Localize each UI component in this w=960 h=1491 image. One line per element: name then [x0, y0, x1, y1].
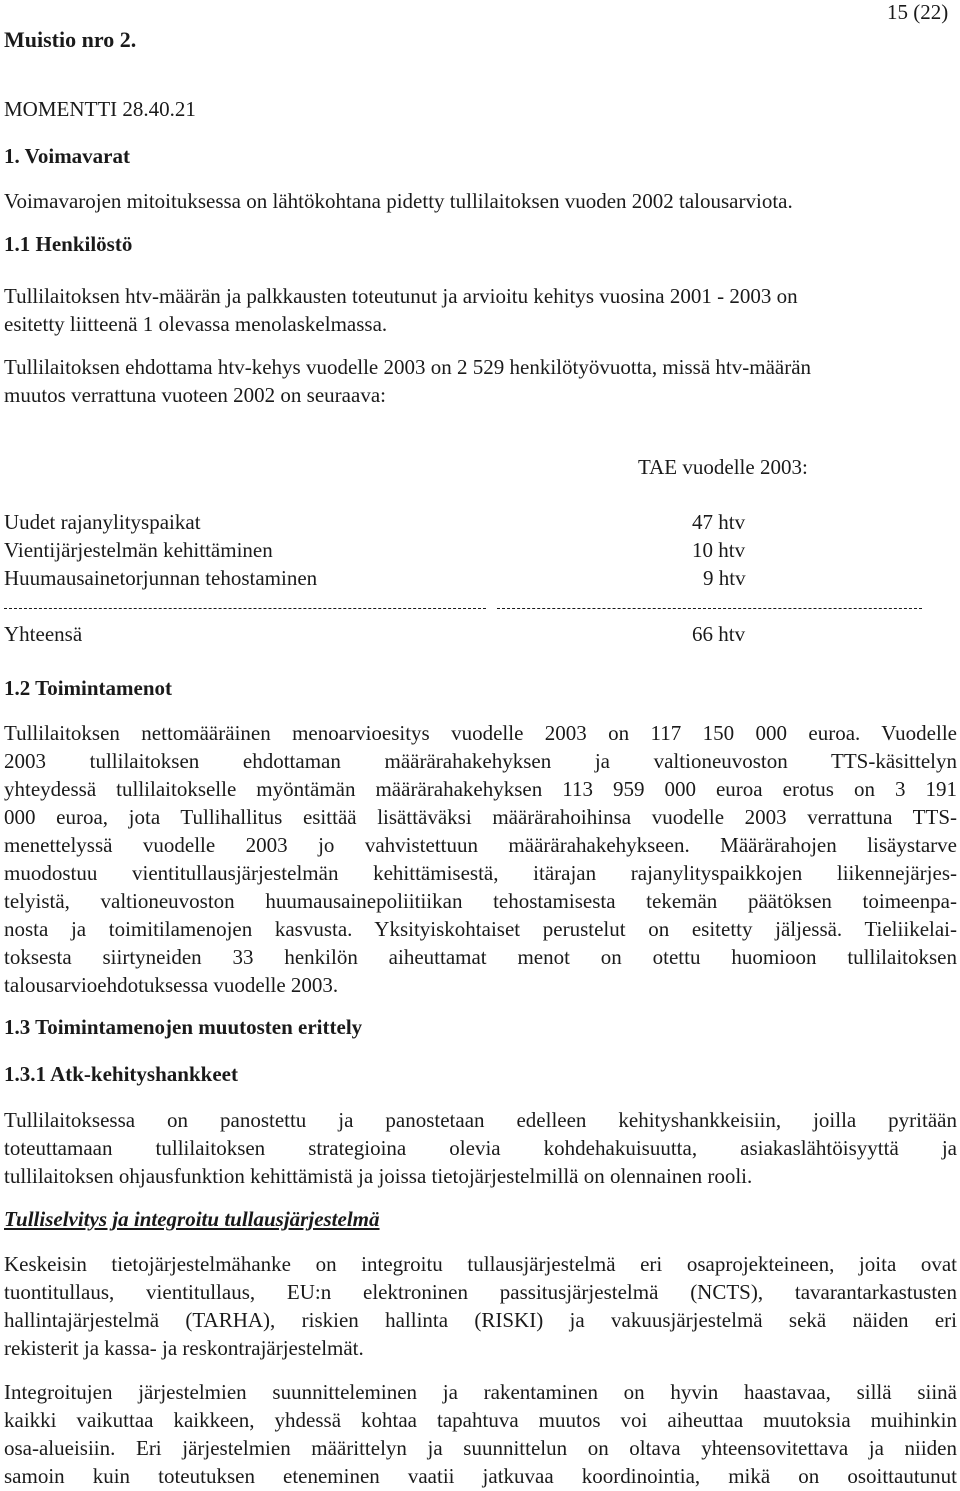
paragraph-line: rekisterit ja kassa- ja reskontrajärjestelmät. — [4, 1336, 364, 1360]
tulliselvitys-heading — [4, 1207, 380, 1232]
paragraph-line: talousarvioehdotuksessa vuodelle 2003. — [4, 973, 339, 997]
table-row-label: Vientijärjestelmän kehittäminen — [4, 538, 273, 562]
paragraph-line: osa-alueisiin. Eri järjestelmien määrittelyn ja suunnittelun on oltava yhteensovitettava ja niiden — [4, 1436, 957, 1460]
paragraph-line: menettelyssä vuodelle 2003 jo vahvistettuun määrärahakehykseen. Määrärahojen lisäystarve — [4, 833, 957, 857]
table-row-label: Uudet rajanylityspaikat — [4, 510, 201, 534]
paragraph-line: 2003 tullilaitoksen ehdottaman määrärahakehyksen ja valtioneuvoston TTS-käsittelyn — [4, 749, 957, 773]
paragraph-line: yhteydessä tullilaitokselle myöntämän määrärahakehyksen 113 959 000 euroa erotus on 3 191 — [4, 777, 957, 801]
section-1-1-paragraph-2-line-2: muutos verrattuna vuoteen 2002 on seuraava: — [4, 383, 386, 407]
section-1-1-heading: 1.1 Henkilöstö — [4, 232, 133, 256]
table-row-value: 9 htv — [703, 566, 746, 590]
paragraph-line: kaikki vaikuttaa kaikkeen, yhdessä kohtaa tapahtuva muutos voi aiheuttaa muutoksia muihinkin — [4, 1408, 957, 1432]
paragraph-line: Keskeisin tietojärjestelmähanke on integroitu tullausjärjestelmä eri osaprojekteineen, joita ovat — [4, 1252, 957, 1276]
section-1-3-heading: 1.3 Toimintamenojen muutosten erittely — [4, 1015, 363, 1039]
section-1-2-paragraph — [4, 719, 957, 999]
paragraph-line: hallintajärjestelmä (TARHA), riskien hallinta (RISKI) ja vakuusjärjestelmä sekä näiden eri — [4, 1308, 957, 1332]
paragraph-line: telyistä, valtioneuvoston huumausainepoliitiikan tehostamisesta tekemän päätöksen toimeenpa- — [4, 889, 957, 913]
table-row-value: 10 htv — [692, 538, 746, 562]
section-1-3-1-heading: 1.3.1 Atk-kehityshankkeet — [4, 1062, 238, 1086]
table-row-label: Huumausainetorjunnan tehostaminen — [4, 566, 318, 590]
paragraph-line: 000 euroa, jota Tullihallitus esittää lisättäväksi määrärahoihinsa vuodelle 2003 verrattuna TTS- — [4, 805, 957, 829]
table-divider-left — [4, 608, 486, 609]
paragraph-line: Tullilaitoksessa on panostettu ja panostetaan edelleen kehityshankkeisiin, joilla pyritään — [4, 1108, 957, 1132]
section-1-1-paragraph-2-line-1: Tullilaitoksen ehdottama htv-kehys vuodelle 2003 on 2 529 henkilötyövuotta, missä htv-määrän — [4, 355, 812, 379]
section-1-1-paragraph-1-line-2: esitetty liitteenä 1 olevassa menolaskelmassa. — [4, 312, 388, 336]
tulliselvitys-heading-text: Tulliselvitys ja integroitu tullausjärjestelmä — [4, 1207, 380, 1231]
page-number: 15 (22) — [887, 0, 949, 24]
paragraph-line: tullilaitoksen ohjausfunktion kehittämistä ja joissa tietojärjestelmillä on olennainen rooli. — [4, 1164, 753, 1188]
paragraph-line: tuontitullaus, vientitullaus, EU:n elektroninen passitusjärjestelmä (NCTS), tavarantarkastusten — [4, 1280, 957, 1304]
paragraph-line: Tullilaitoksen nettomääräinen menoarvioesitys vuodelle 2003 on 117 150 000 euroa. Vuodelle — [4, 721, 957, 745]
tulliselvitys-paragraph-1 — [4, 1250, 957, 1362]
momentti-heading: MOMENTTI 28.40.21 — [4, 97, 196, 121]
section-1-3-1-paragraph — [4, 1106, 957, 1190]
table-total-label: Yhteensä — [4, 622, 83, 646]
paragraph-line: muodostuu vientitullausjärjestelmän kehittämisestä, itärajan rajanylityspaikkojen liikennejärjes- — [4, 861, 957, 885]
paragraph-line: nosta ja toimitilamenojen kasvusta. Yksityiskohtaiset perustelut on esitetty jäljessä. Tieliikelai- — [4, 917, 957, 941]
tulliselvitys-paragraph-2 — [4, 1378, 957, 1490]
section-1-heading: 1. Voimavarat — [4, 144, 130, 168]
table-divider-right — [497, 608, 922, 609]
section-1-text: Voimavarojen mitoituksessa on lähtökohtana pidetty tullilaitoksen vuoden 2002 talousarviota. — [4, 189, 793, 213]
table-column-header: TAE vuodelle 2003: — [638, 455, 808, 479]
paragraph-line: toksesta siirtyneiden 33 henkilön aiheuttamat menot on otettu huomioon tullilaitoksen — [4, 945, 957, 969]
section-1-1-paragraph-1-line-1: Tullilaitoksen htv-määrän ja palkkausten toteutunut ja arvioitu kehitys vuosina 2001 - 2003 on — [4, 284, 798, 308]
table-row-value: 47 htv — [692, 510, 746, 534]
section-1-2-heading: 1.2 Toimintamenot — [4, 676, 173, 700]
paragraph-line: toteuttamaan tullilaitoksen strategioina olevia kohdehakuisuutta, asiakaslähtöisyyttä ja — [4, 1136, 957, 1160]
paragraph-line: samoin kuin toteutuksen eteneminen vaatii jatkuvaa koordinointia, mikä on osoittautunut — [4, 1464, 957, 1488]
document-title: Muistio nro 2. — [4, 27, 137, 52]
table-total-value: 66 htv — [692, 622, 746, 646]
paragraph-line: Integroitujen järjestelmien suunnitteleminen ja rakentaminen on hyvin haastavaa, sillä siinä — [4, 1380, 957, 1404]
